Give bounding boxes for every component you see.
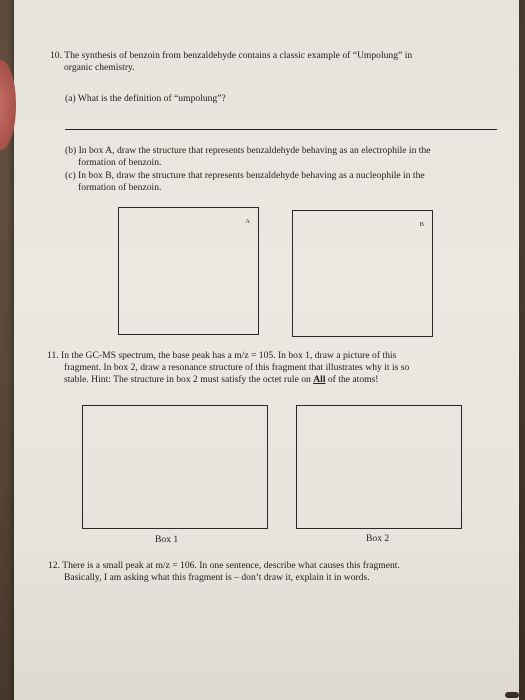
question-10b (65, 145, 431, 169)
question-10c (65, 170, 425, 194)
box-1[interactable] (82, 405, 268, 529)
question-11-line-3-start: stable. Hint: The structure in box 2 must satisfy the octet rule on (64, 374, 314, 385)
question-11-line-3 (47, 374, 409, 386)
question-10-line-1: 10. The synthesis of benzoin from benzaldehyde contains a classic example of “Umpolung” in (50, 50, 413, 61)
question-10c-line-1: (c) In box B, draw the structure that represents benzaldehyde behaving as a nucleophile in the (65, 170, 425, 181)
question-11-line-1: 11. In the GC-MS spectrum, the base peak has a m/z = 105. In box 1, draw a picture of this (47, 350, 397, 361)
box-a[interactable] (118, 207, 259, 335)
question-11-line-2: fragment. In box 2, draw a resonance structure of this fragment that illustrates why it is so (64, 362, 410, 373)
question-10a (65, 93, 226, 105)
box-b[interactable] (292, 210, 433, 337)
emphasis-all: All (313, 374, 326, 385)
corner-shadow (505, 692, 519, 698)
box-2-caption: Box 2 (366, 533, 390, 544)
box-a-label: A (245, 218, 250, 225)
question-12-line-2: Basically, I am asking what this fragment is – don’t draw it, explain it in words. (64, 572, 370, 583)
question-12 (48, 560, 400, 584)
box-1-caption: Box 1 (155, 534, 179, 545)
question-11 (47, 350, 409, 386)
question-10b-line-2: formation of benzoin. (78, 157, 162, 168)
question-10b-line-1: (b) In box A, draw the structure that represents benzaldehyde behaving as an electrophile in the (65, 145, 431, 156)
box-b-label: B (419, 221, 424, 228)
question-12-line-1: 12. There is a small peak at m/z = 106. In one sentence, describe what causes this fragment. (48, 560, 400, 571)
question-11-line-3-end: of the atoms! (325, 374, 379, 385)
box-2[interactable] (296, 405, 462, 529)
answer-line[interactable] (65, 129, 497, 130)
question-10c-line-2: formation of benzoin. (78, 182, 162, 193)
question-10a-text: (a) What is the definition of “umpolung”? (65, 93, 226, 104)
question-10-line-2: organic chemistry. (64, 62, 135, 73)
question-10 (50, 50, 412, 74)
